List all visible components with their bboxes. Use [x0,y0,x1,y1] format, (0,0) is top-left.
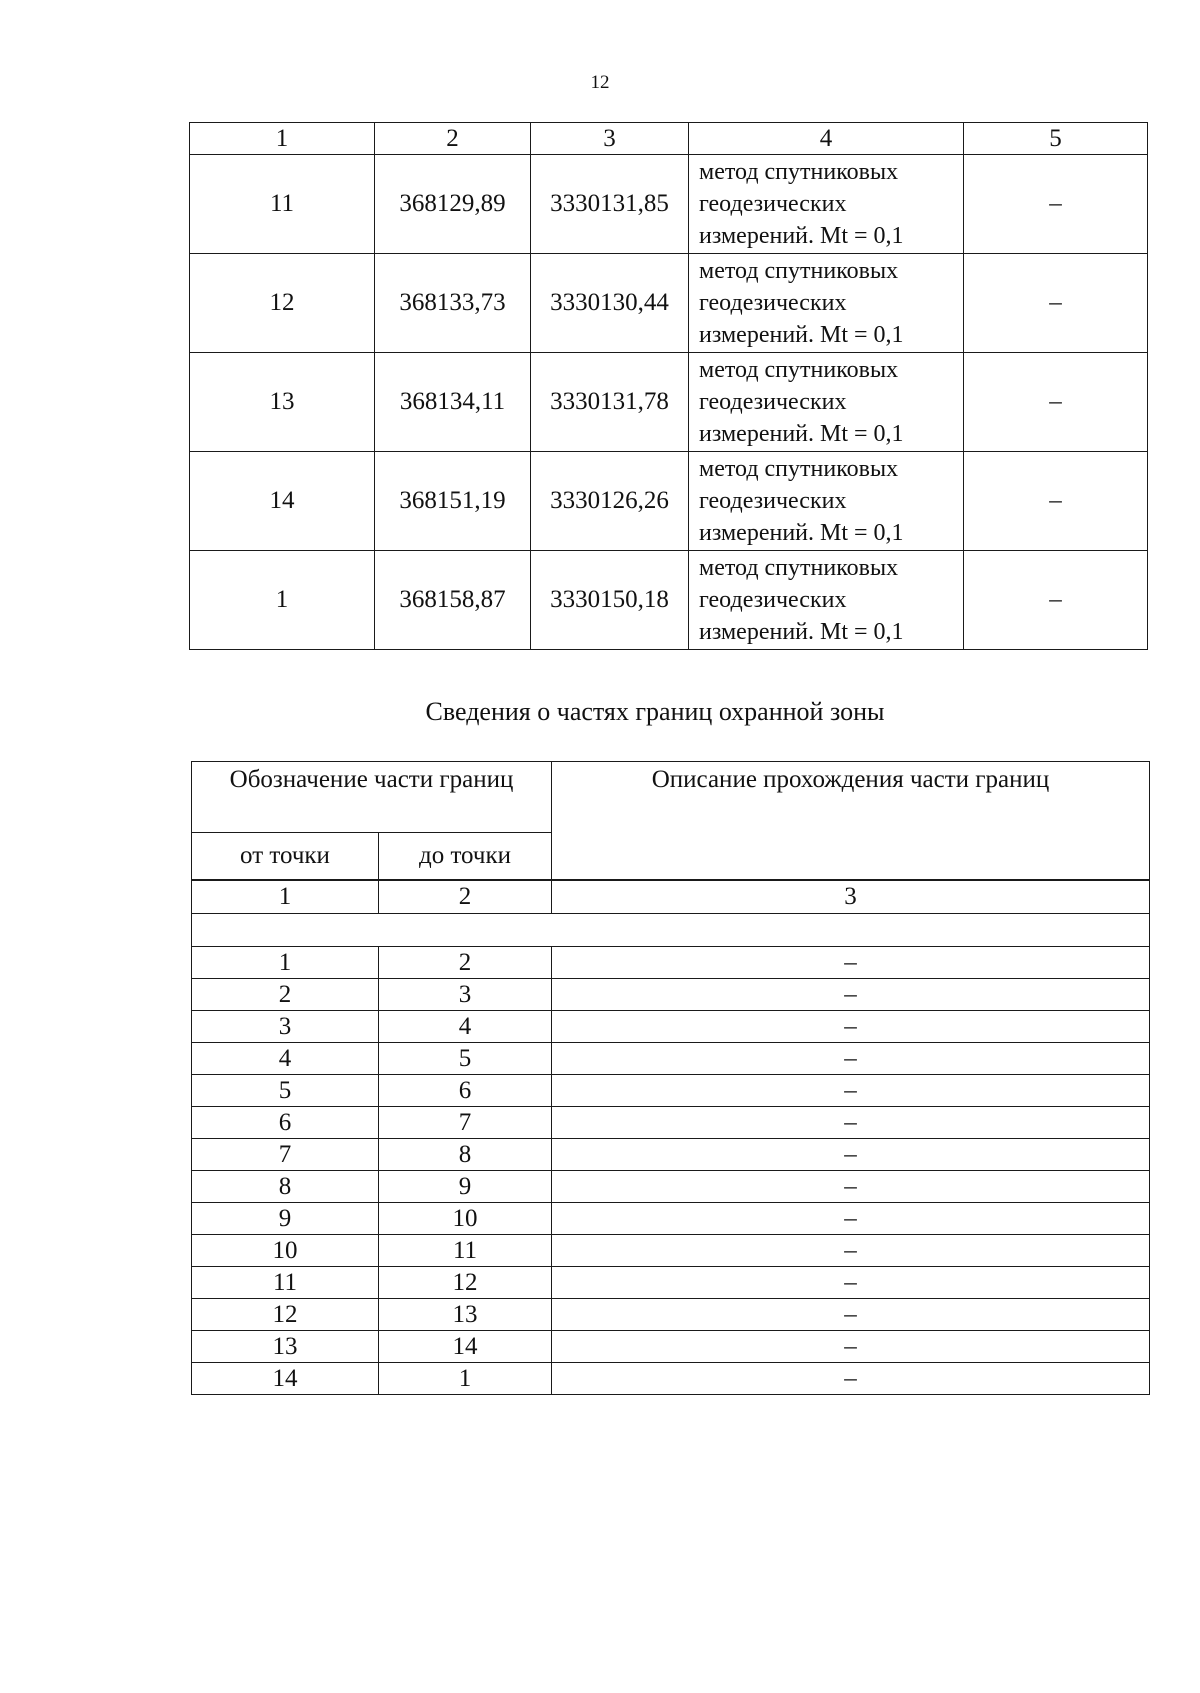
column-number: 1 [190,123,375,155]
table-row [192,1235,1150,1267]
method-line: геодезических [699,587,847,613]
description: – [552,1043,1150,1075]
table-row [192,1171,1150,1203]
to-point: 8 [379,1139,552,1171]
to-point: 11 [379,1235,552,1267]
from-point: 14 [192,1363,379,1395]
from-point: 1 [192,947,379,979]
table-row [190,254,1148,353]
coordinate-x: 368133,73 [375,254,531,353]
method-line: геодезических [699,389,847,415]
method-line: метод спутниковых [699,258,899,284]
parts-header-row [192,762,1150,833]
coordinate-y: 3330131,78 [531,353,689,452]
table-row [190,452,1148,551]
blank-cell [192,914,1150,947]
table-row [192,979,1150,1011]
coordinate-y: 3330130,44 [531,254,689,353]
note-cell: – [964,452,1148,551]
column-numbers-row [192,880,1150,914]
page-number: 12 [590,72,610,93]
header-from-point: от точки [192,833,379,881]
table-row [190,155,1148,254]
table-row [192,1299,1150,1331]
table-row [190,551,1148,650]
to-point: 3 [379,979,552,1011]
column-number: 5 [964,123,1148,155]
to-point: 7 [379,1107,552,1139]
point-number: 1 [190,551,375,650]
description: – [552,1139,1150,1171]
method-line: метод спутниковых [699,456,899,482]
description: – [552,1075,1150,1107]
description: – [552,1363,1150,1395]
note-cell: – [964,254,1148,353]
method-line: измерений. Mt = 0,1 [699,619,904,645]
column-number: 3 [531,123,689,155]
from-point: 4 [192,1043,379,1075]
method-line: геодезических [699,290,847,316]
point-number: 14 [190,452,375,551]
table-row [192,1043,1150,1075]
table-row [192,1363,1150,1395]
header-designation: Обозначение части границ [192,762,552,833]
description: – [552,979,1150,1011]
table-row [192,1107,1150,1139]
point-number: 11 [190,155,375,254]
from-point: 6 [192,1107,379,1139]
blank-row [192,914,1150,947]
description: – [552,1331,1150,1363]
column-number: 2 [379,880,552,914]
note-cell: – [964,155,1148,254]
description: – [552,1235,1150,1267]
to-point: 10 [379,1203,552,1235]
from-point: 7 [192,1139,379,1171]
method-line: измерений. Mt = 0,1 [699,322,904,348]
table-row [192,1203,1150,1235]
from-point: 9 [192,1203,379,1235]
from-point: 8 [192,1171,379,1203]
from-point: 11 [192,1267,379,1299]
point-number: 12 [190,254,375,353]
method-cell [689,452,964,551]
coordinate-x: 368134,11 [375,353,531,452]
method-line: геодезических [699,191,847,217]
coordinate-x: 368129,89 [375,155,531,254]
note-cell: – [964,353,1148,452]
description: – [552,1171,1150,1203]
boundary-parts-table [191,761,1150,1395]
to-point: 2 [379,947,552,979]
method-line: метод спутниковых [699,357,899,383]
note-cell: – [964,551,1148,650]
coordinate-x: 368151,19 [375,452,531,551]
method-line: геодезических [699,488,847,514]
coordinate-y: 3330150,18 [531,551,689,650]
from-point: 3 [192,1011,379,1043]
to-point: 5 [379,1043,552,1075]
method-line: измерений. Mt = 0,1 [699,421,904,447]
from-point: 13 [192,1331,379,1363]
coordinate-y: 3330131,85 [531,155,689,254]
method-line: измерений. Mt = 0,1 [699,520,904,546]
coordinates-table [189,122,1148,650]
method-cell [689,551,964,650]
header-description: Описание прохождения части границ [552,762,1150,881]
coordinate-x: 368158,87 [375,551,531,650]
to-point: 4 [379,1011,552,1043]
column-number: 1 [192,880,379,914]
column-number: 4 [689,123,964,155]
column-number: 3 [552,880,1150,914]
to-point: 6 [379,1075,552,1107]
description: – [552,1011,1150,1043]
method-cell [689,353,964,452]
table-row [192,1267,1150,1299]
method-line: метод спутниковых [699,555,899,581]
to-point: 13 [379,1299,552,1331]
header-to-point: до точки [379,833,552,881]
method-cell [689,155,964,254]
coordinate-y: 3330126,26 [531,452,689,551]
to-point: 14 [379,1331,552,1363]
method-line: измерений. Mt = 0,1 [699,223,904,249]
table-row [192,1139,1150,1171]
table-row [192,1075,1150,1107]
table-row [192,1011,1150,1043]
description: – [552,1299,1150,1331]
to-point: 12 [379,1267,552,1299]
from-point: 2 [192,979,379,1011]
description: – [552,1107,1150,1139]
description: – [552,1267,1150,1299]
from-point: 12 [192,1299,379,1331]
table-row [192,1331,1150,1363]
table-row [192,947,1150,979]
coordinates-header-row [190,123,1148,155]
method-cell [689,254,964,353]
to-point: 1 [379,1363,552,1395]
to-point: 9 [379,1171,552,1203]
from-point: 5 [192,1075,379,1107]
description: – [552,1203,1150,1235]
column-number: 2 [375,123,531,155]
method-line: метод спутниковых [699,159,899,185]
section-title: Сведения о частях границ охранной зоны [425,697,885,726]
from-point: 10 [192,1235,379,1267]
description: – [552,947,1150,979]
table-row [190,353,1148,452]
point-number: 13 [190,353,375,452]
